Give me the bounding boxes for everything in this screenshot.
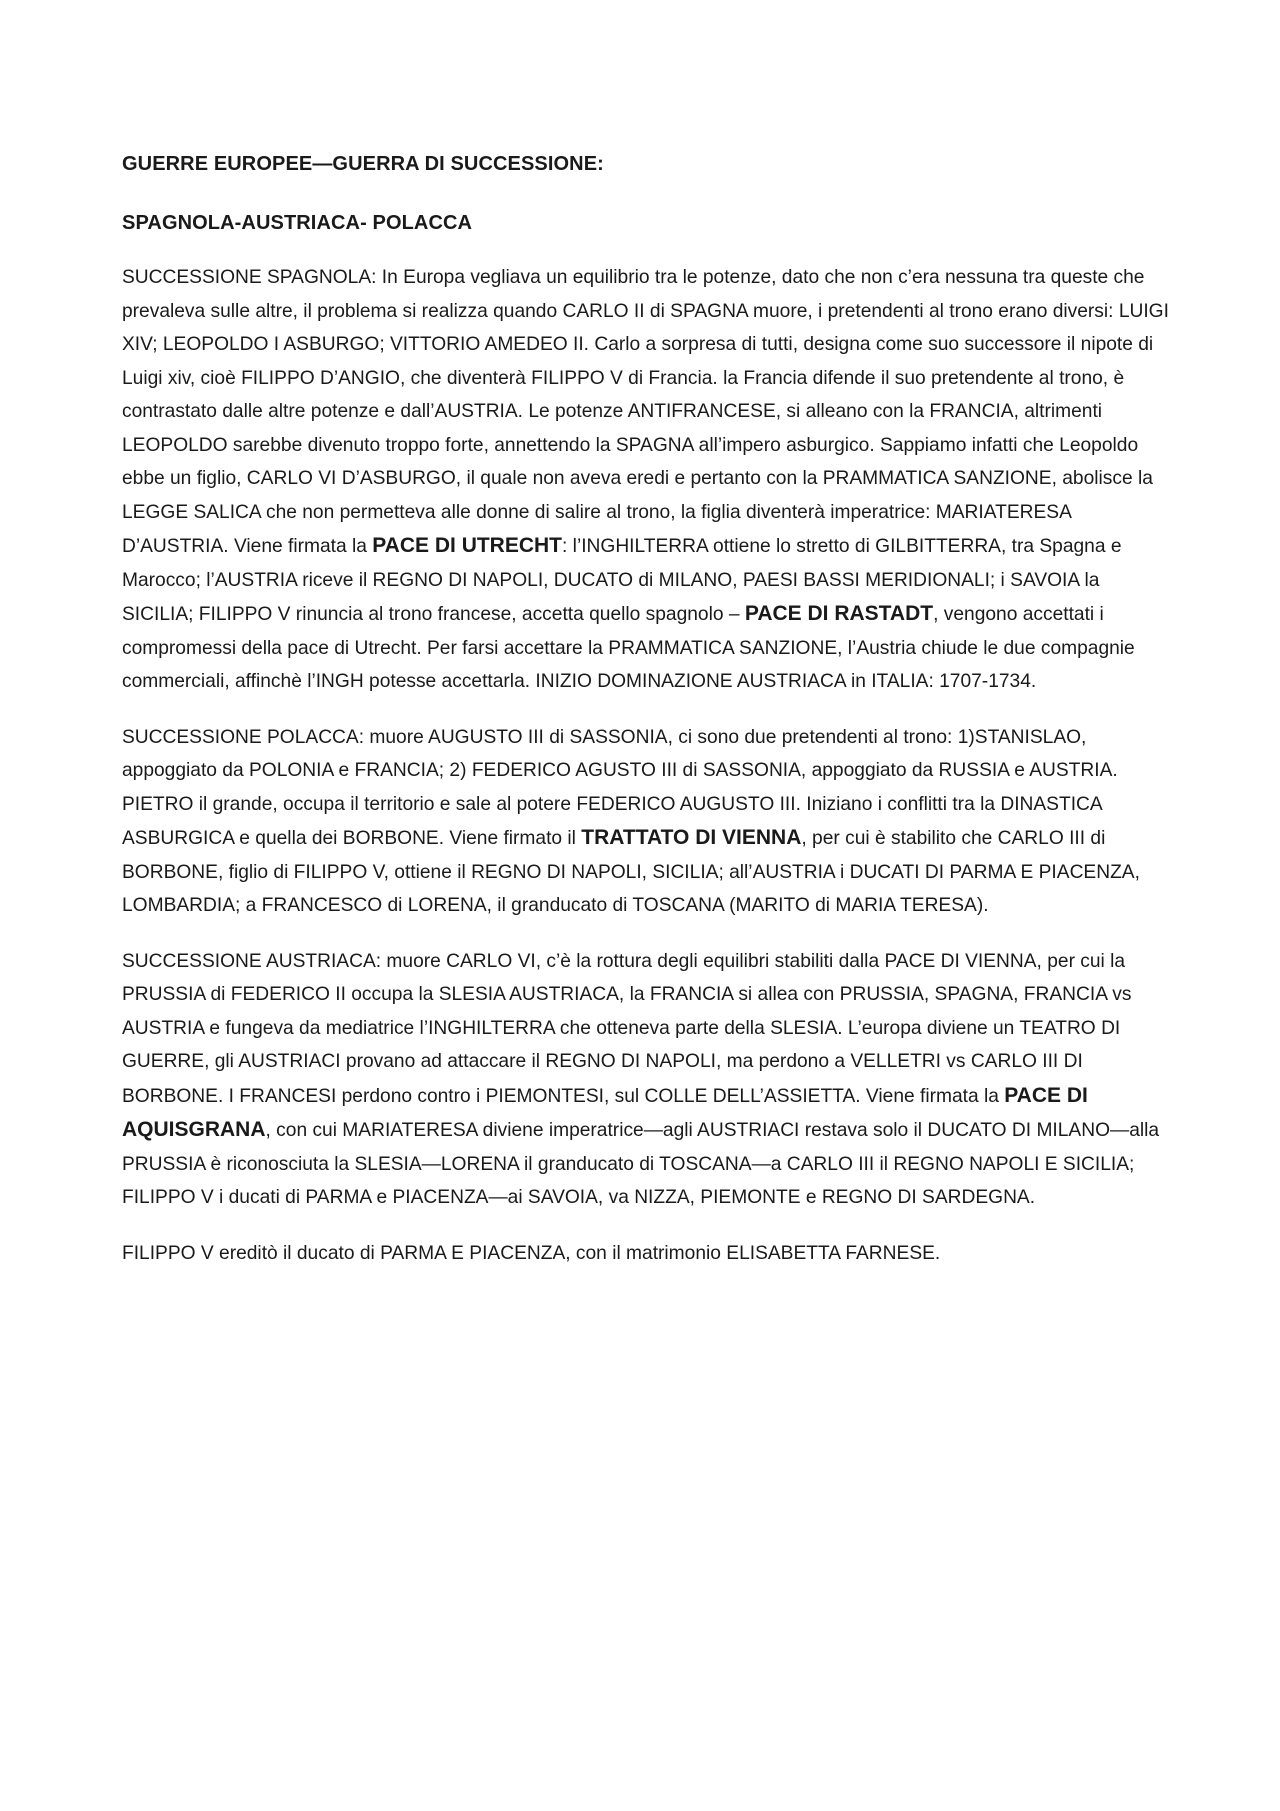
paragraph-text: , con cui MARIATERESA diviene imperatrice—agli AUSTRIACI restava solo il DUCATO DI MILANO—alla PRUSSIA è riconosciuta la SLESIA—LORENA il granducato di TOSCANA—a CARLO III il REGNO NAPOLI E SICILIA; FILIPPO V i ducati di PARMA e PIACENZA—ai SAVOIA, va NIZZA, PIEMONTE e REGNO DI SARDEGNA. <box>122 1120 1160 1208</box>
paragraph-conclusione <box>122 1237 1172 1271</box>
paragraph-text: SUCCESSIONE AUSTRIACA: muore CARLO VI, c’è la rottura degli equilibri stabiliti dalla PACE DI VIENNA, per cui la PRUSSIA di FEDERICO II occupa la SLESIA AUSTRIACA, la FRANCIA si allea con PRUSSIA, SPAGNA, FRANCIA vs AUSTRIA e fungeva da mediatrice l’INGHILTERRA che otteneva parte della SLESIA. L’europa diviene un TEATRO DI GUERRE, gli AUSTRIACI provano ad attaccare il REGNO DI NAPOLI, ma perdono a VELLETRI vs CARLO III DI BORBONE. I FRANCESI perdono contro i PIEMONTESI, sul COLLE DELL’ASSIETTA. Viene firmata la <box>122 950 1132 1107</box>
document-subtitle: SPAGNOLA-AUSTRIACA- POLACCA <box>122 212 473 234</box>
paragraph-text: , vengono accettati i compromessi della pace di Utrecht. Per farsi accettare la PRAMMATICA SANZIONE, l’Austria chiude le due compagnie commerciali, affinchè l’INGH potesse accettarla. INIZIO DOMINAZIONE AUSTRIACA in ITALIA: 1707-1734. <box>122 604 1135 692</box>
paragraph-successione-spagnola <box>122 261 1172 699</box>
bold-term-pace-di-utrecht: PACE DI UTRECHT <box>372 534 563 557</box>
paragraph-text: : l’INGHILTERRA ottiene lo stretto di GILBITTERRA, tra Spagna e Marocco; l’AUSTRIA riceve il REGNO DI NAPOLI, DUCATO di MILANO, PAESI BASSI MERIDIONALI; i SAVOIA la SICILIA; FILIPPO V rinuncia al trono francese, accetta quello spagnolo – <box>122 536 1122 625</box>
bold-term-trattato-di-vienna: TRATTATO DI VIENNA <box>581 826 802 849</box>
paragraph-successione-polacca <box>122 721 1172 923</box>
document-page <box>122 152 1172 1292</box>
document-title: GUERRE EUROPEE—GUERRA DI SUCCESSIONE: <box>122 153 604 175</box>
paragraph-text: SUCCESSIONE POLACCA: muore AUGUSTO III di SASSONIA, ci sono due pretendenti al trono: 1)STANISLAO, appoggiato da POLONIA e FRANCIA; 2) FEDERICO AGUSTO III di SASSONIA, appoggiato da RUSSIA e AUSTRIA. PIETRO il grande, occupa il territorio e sale al potere FEDERICO AUGUSTO III. Iniziano i conflitti tra la DINASTICA ASBURGICA e quella dei BORBONE. Viene firmato il <box>122 726 1118 849</box>
paragraph-text: SUCCESSIONE SPAGNOLA: In Europa vegliava un equilibrio tra le potenze, dato che non c’era nessuna tra queste che prevaleva sulle altre, il problema si realizza quando CARLO II di SPAGNA muore, i pretendenti al trono erano diversi: LUIGI XIV; LEOPOLDO I ASBURGO; VITTORIO AMEDEO II. Carlo a sorpresa di tutti, designa come suo successore il nipote di Luigi xiv, cioè FILIPPO D’ANGIO, che diventerà FILIPPO V di Francia. la Francia difende il suo pretendente al trono, è contrastato dalle altre potenze e dall’AUSTRIA. Le potenze ANTIFRANCESE, si alleano con la FRANCIA, altrimenti LEOPOLDO sarebbe divenuto troppo forte, annettendo la SPAGNA all’impero asburgico. Sappiamo infatti che Leopoldo ebbe un figlio, CARLO VI D’ASBURGO, il quale non aveva eredi e pertanto con la PRAMMATICA SANZIONE, abolisce la LEGGE SALICA che non permetteva alle donne di salire al trono, la figlia diventerà imperatrice: MARIATERESA D’AUSTRIA. Viene firmata la <box>122 267 1169 557</box>
bold-term-pace-di-aquisgrana: PACE DI AQUISGRANA <box>122 1083 1088 1141</box>
paragraph-text: , per cui è stabilito che CARLO III di BORBONE, figlio di FILIPPO V, ottiene il REGNO DI NAPOLI, SICILIA; all’AUSTRIA i DUCATI DI PARMA E PIACENZA, LOMBARDIA; a FRANCESCO di LORENA, il granducato di TOSCANA (MARITO di MARIA TERESA). <box>122 828 1140 916</box>
paragraph-successione-austriaca <box>122 945 1172 1215</box>
bold-term-pace-di-rastadt: PACE DI RASTADT <box>744 602 934 625</box>
paragraph-text: FILIPPO V ereditò il ducato di PARMA E PIACENZA, con il matrimonio ELISABETTA FARNESE. <box>122 1242 941 1264</box>
